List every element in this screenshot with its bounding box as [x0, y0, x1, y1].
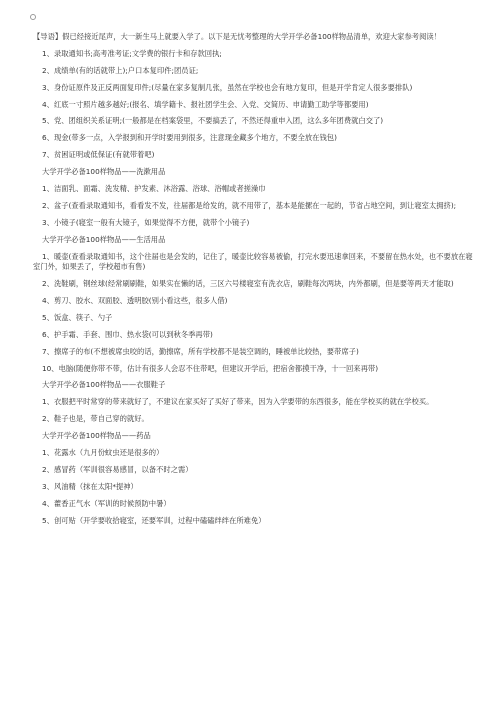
list-item: 4、红底一寸照片越多越好;(报名、填学籍卡、报社团学生会、入党、交简历、申请勤工助学等都要用) [42, 99, 369, 109]
list-item: 6、护手霜、手套、围巾、热水袋(可以到秋冬季再带) [42, 329, 213, 339]
corner-mark-icon [30, 14, 36, 20]
section-heading: 大学开学必备100样物品——药品 [42, 431, 151, 441]
list-item: 3、小镜子(寝室一般有大镜子，如果觉得不方便，就带个小镜子) [42, 217, 250, 227]
list-item: 1、花露水（九月份蚊虫还是很多的） [42, 447, 164, 457]
list-item: 5、党、团组织关系证明;(一般都是在档案袋里，不要搞丢了，不然还得重申入团，这么多年团费就白交了) [42, 116, 384, 126]
list-item: 2、感冒药（军训很容易感冒，以备不时之需） [42, 464, 193, 474]
list-item: 3、身份证原件及正反两面复印件;(尽量在家多复制几张，虽然在学校也会有地方复印，但是开学肯定人很多要排队) [42, 82, 413, 92]
list-item: 5、饭盒、筷子、勺子 [42, 312, 113, 322]
section-heading: 大学开学必备100样物品——洗漱用品 [42, 167, 166, 177]
list-item: 5、创可贴（开学要收拾寝室，还要军训，过程中磕磕绊绊在所难免） [42, 515, 266, 525]
list-item: 2、鞋子也是，带自己穿的就好。 [42, 414, 149, 424]
article-body [33, 32, 479, 532]
list-item: 1、录取通知书;高考准考证;文学费的银行卡和存款回执; [42, 48, 222, 58]
list-item: 7、擦席子的布(不想被席虫咬的话，勤擦席，所有学校都不是装空调的，睡被单比较热，要带席子) [42, 346, 359, 356]
section-heading: 大学开学必备100样物品——生活用品 [42, 234, 166, 244]
list-item: 2、洗鞋刷，钢丝球(经常刷刷鞋，如果实在懒的话，三区六号楼寝室有洗衣店，刷鞋每次两块，内外都刷，但是要等两天才能取) [42, 279, 454, 289]
section-heading: 大学开学必备100样物品——衣服鞋子 [42, 380, 166, 390]
intro-paragraph: 【导语】假已经接近尾声，大一新生马上就要入学了。以下是无忧考整理的大学开学必备100样物品清单，欢迎大家参考阅读！ [33, 32, 441, 41]
list-item: 4、剪刀、胶水、双面胶、透明胶(别小看这些，很多人借) [42, 295, 228, 305]
list-item: 7、贫困证明或低保证(有就带着吧) [42, 150, 155, 160]
list-item: 2、成绩单(有的话就带上);户口本复印件;团员证; [42, 65, 199, 75]
list-item: 2、盆子(查看录取通知书，看看发不发，往届都是给发的，就不用带了，基本是能摞在一起的，节省占地空间，到让寝室太拥挤); [42, 200, 457, 210]
list-item: 4、藿香正气水（军训的时候预防中暑） [42, 498, 171, 508]
list-item: 6、现金(带多一点，入学报到和开学时要用到很多，注意现金藏多个地方，不要全放在钱包) [42, 133, 337, 143]
list-item: 1、衣服把平时常穿的带来就好了，不建议在家买好了买好了带来，因为入学要带的东西很多，能在学校买的就在学校买。 [42, 397, 434, 407]
list-item: 1、洁面乳、面霜、洗发精、护发素、沐浴露、浴球、浴帽或者搓澡巾 [42, 184, 266, 194]
list-item: 3、风油精（抹在太阳*提神） [42, 481, 138, 491]
list-item: 1、暖壶(查看录取通知书，这个往届也是会发的，记住了，暖壶比较容易被偷，打完水要迅速拿回来，不要留在热水处，也不要放在寝室门外，如果丢了，学校超市有售) [33, 251, 473, 272]
list-item: 10、电脑(随便你带不带，估计有很多人会忍不住带吧，但建议开学后，把宿舍都摸干净，十一回来再带) [42, 363, 379, 373]
